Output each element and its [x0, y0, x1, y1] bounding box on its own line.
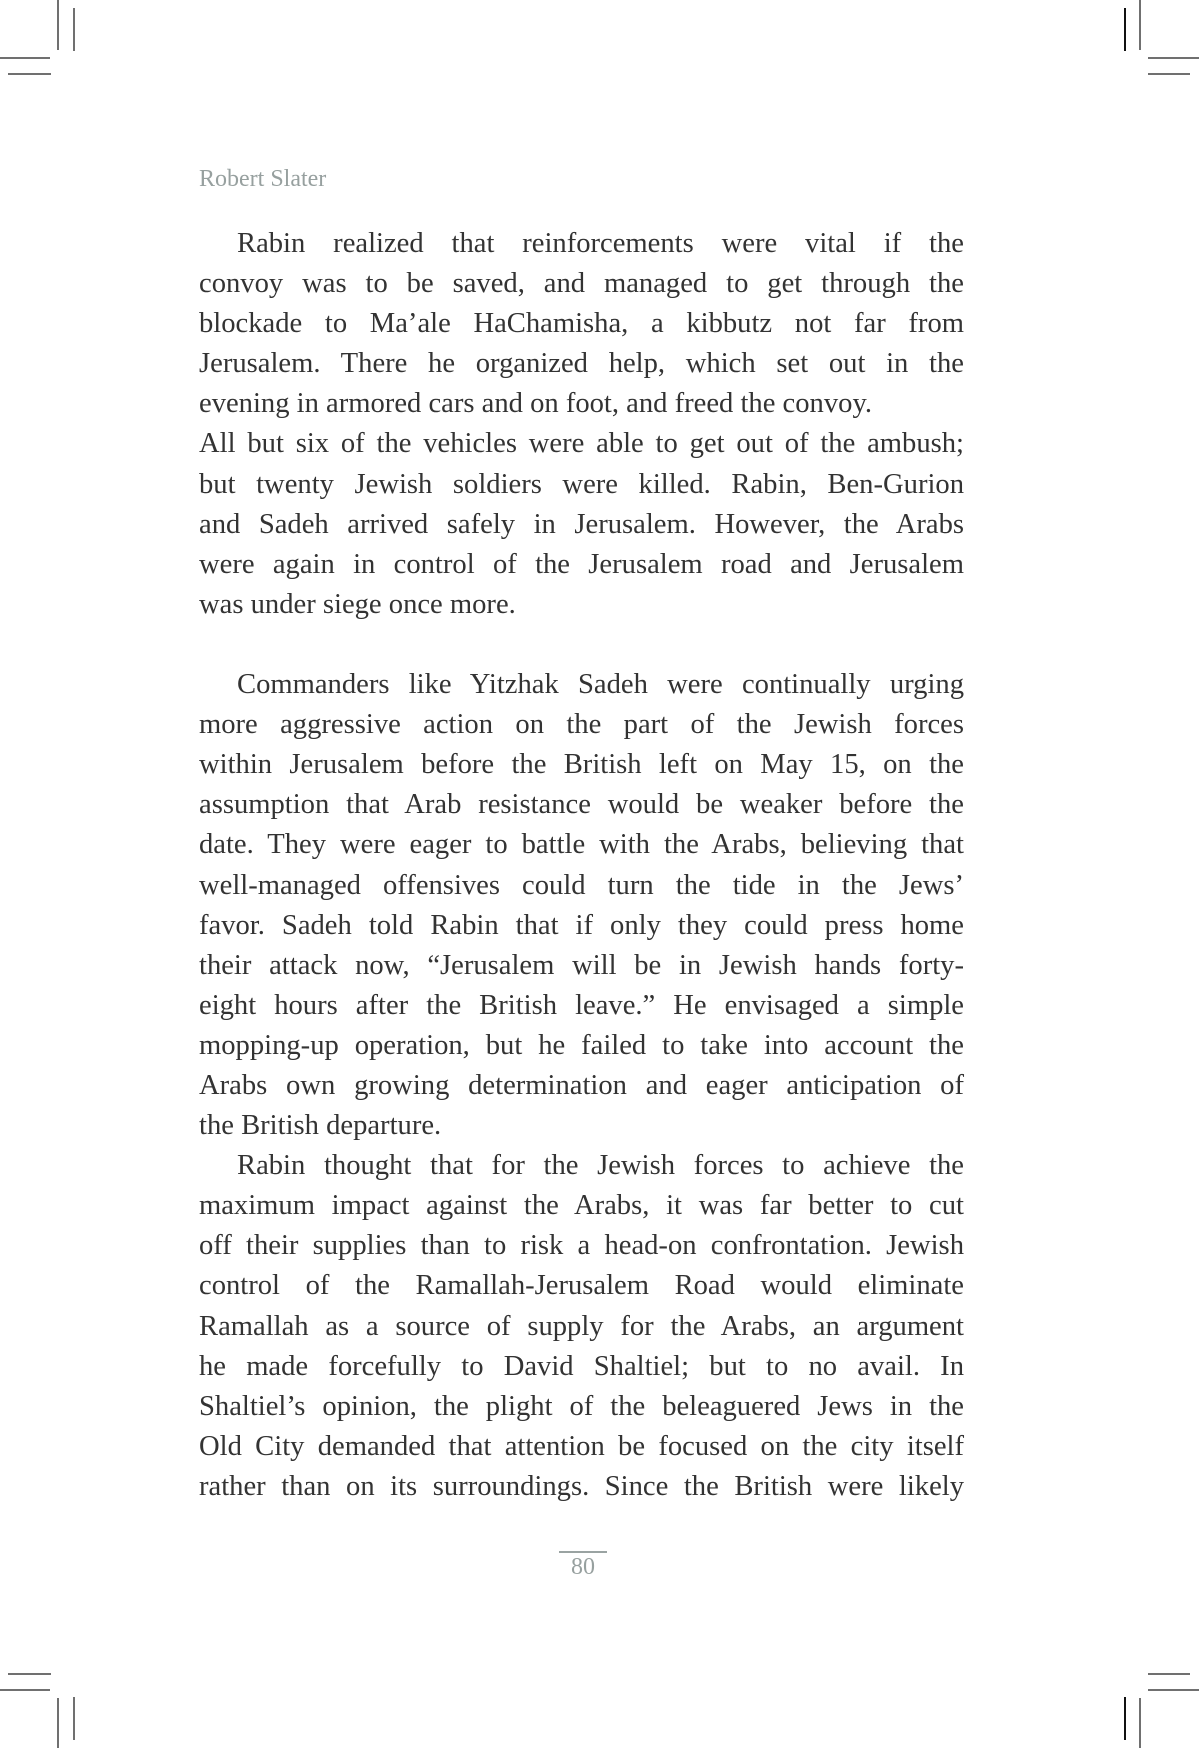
text-line: Shaltiel’s opinion, the plight of the beleaguered Jews in the: [199, 1390, 964, 1422]
page-number: 80: [571, 1554, 595, 1580]
text-line: mopping-up operation, but he failed to take into account the: [199, 1029, 964, 1061]
crop-mark-bottom-right-h1: [1148, 1689, 1199, 1691]
crop-mark-bottom-right-h2: [1148, 1673, 1190, 1675]
crop-mark-top-right-h1: [1148, 57, 1199, 59]
text-line: Arabs own growing determination and eager anticipation of: [199, 1069, 964, 1101]
text-line: Commanders like Yitzhak Sadeh were continually urging: [237, 669, 964, 701]
crop-mark-bottom-left-outer: [57, 1698, 59, 1748]
crop-mark-bottom-right-outer: [1139, 1698, 1141, 1748]
text-line: evening in armored cars and on foot, and freed the convoy.: [199, 388, 873, 420]
text-line: Rabin thought that for the Jewish forces to achieve the: [237, 1150, 964, 1182]
paragraph: [199, 224, 964, 424]
crop-mark-top-right-outer: [1139, 0, 1141, 50]
crop-mark-top-right-h2: [1148, 73, 1190, 75]
text-line: more aggressive action on the part of the Jewish forces: [199, 709, 964, 741]
text-line: rather than on its surroundings. Since the British were likely: [199, 1470, 964, 1502]
paragraph: [199, 424, 964, 624]
text-line: their attack now, “Jerusalem will be in Jewish hands forty-: [199, 949, 964, 981]
text-line: Ramallah as a source of supply for the Arabs, an argument: [199, 1310, 964, 1342]
crop-mark-bottom-left-h1: [0, 1689, 50, 1691]
text-line: within Jerusalem before the British left on May 15, on the: [199, 749, 964, 781]
text-line: Jerusalem. There he organized help, which set out in the: [199, 348, 964, 380]
text-line: Rabin realized that reinforcements were vital if the: [237, 228, 964, 259]
text-line: off their supplies than to risk a head-on confrontation. Jewish: [199, 1230, 964, 1262]
text-line: favor. Sadeh told Rabin that if only they could press home: [199, 909, 964, 941]
crop-mark-bottom-left-h2: [8, 1673, 51, 1675]
paragraph: [199, 665, 964, 1146]
text-line: well-managed offensives could turn the tide in the Jews’: [199, 869, 964, 901]
text-line: convoy was to be saved, and managed to get through the: [199, 268, 964, 300]
crop-mark-top-left-outer: [57, 0, 59, 50]
crop-mark-bottom-right-inner: [1124, 1697, 1126, 1740]
text-line: and Sadeh arrived safely in Jerusalem. However, the Arabs: [199, 508, 964, 540]
text-line: date. They were eager to battle with the Arabs, believing that: [199, 829, 964, 861]
text-line: All but six of the vehicles were able to get out of the ambush;: [199, 428, 964, 460]
paragraph-spacer: [199, 625, 964, 665]
text-line: control of the Ramallah-Jerusalem Road would eliminate: [199, 1270, 964, 1302]
text-line: Old City demanded that attention be focused on the city itself: [199, 1430, 964, 1462]
crop-mark-top-left-h2: [8, 73, 51, 75]
text-line: maximum impact against the Arabs, it was far better to cut: [199, 1190, 964, 1222]
crop-mark-top-left-h1: [0, 57, 50, 59]
body-text: [199, 224, 964, 1507]
text-line: were again in control of the Jerusalem road and Jerusalem: [199, 548, 964, 580]
text-line: eight hours after the British leave.” He envisaged a simple: [199, 989, 964, 1021]
text-line: was under siege once more.: [199, 588, 516, 620]
text-line: but twenty Jewish soldiers were killed. Rabin, Ben-Gurion: [199, 468, 964, 500]
text-line: assumption that Arab resistance would be weaker before the: [199, 789, 964, 821]
crop-mark-top-right-inner: [1124, 8, 1126, 51]
running-head-author: Robert Slater: [199, 166, 327, 192]
crop-mark-top-left-inner: [73, 8, 75, 51]
text-line: the British departure.: [199, 1110, 442, 1142]
folio-rule: [559, 1551, 607, 1553]
paragraph: [199, 1146, 964, 1507]
crop-mark-bottom-left-inner: [73, 1697, 75, 1740]
text-line: he made forcefully to David Shaltiel; but to no avail. In: [199, 1350, 964, 1382]
text-line: blockade to Ma’ale HaChamisha, a kibbutz not far from: [199, 308, 964, 340]
